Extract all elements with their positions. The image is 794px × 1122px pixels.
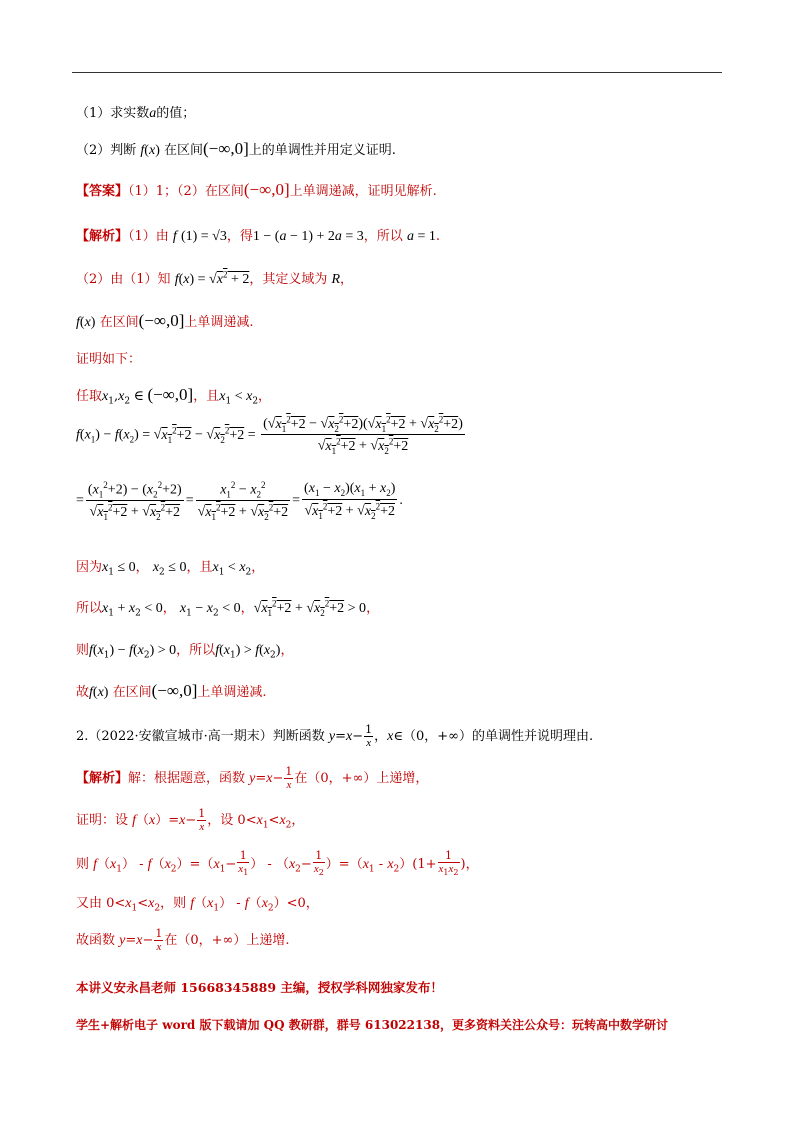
question2-proof4: 故函数 y=x− $\frac{1}{x}$ 在（0，+∞）上递增.	[76, 927, 290, 953]
question1-part2: （2）判断 f(x) 在区间(−∞,0]上的单调性并用定义证明.	[76, 139, 396, 158]
proof-so: 所以$x_1 + x_2 < 0$， $x_1 - x_2 < 0$，$√x_1^2+2 + √x_2^2+2 > 0$，	[76, 598, 380, 619]
header-rule	[72, 72, 722, 73]
proof-difference: $f(x_1) - f(x_2) = √x_1^2+2 - √x_2^2+2$ = $\frac{(√x_1^2+2 - √x_2^2+2)(√x_1^2+2 + √x_2^2+2)}{√x_1^2+2 + √x_2^2+2}$	[76, 414, 463, 456]
analysis-part3: f(x) 在区间(−∞,0]上单调递减.	[76, 311, 254, 330]
question2-analysis: 【解析】解：根据题意，函数 y=x− $\frac{1}{x}$ 在（0，+∞）上递增，	[76, 765, 429, 791]
proof-simplify: = $\frac{(x_1^2+2) - (x_2^2+2)}{√x_1^2+2 + √x_2^2+2}$ = $\frac{x_1^2 - x_2^2}{√x_1^2+2 + √x_2^2+2}$ = $\frac{(x_1 - x_2)(x_1 + x_2)}{√x_1^2+2 + √x_2^2+2}$ .	[76, 480, 403, 522]
proof-then: 则$f(x_1) - f(x_2) > 0$，所以$f(x_1) > f(x_2)$，	[76, 643, 294, 661]
proof-because: 因为$x_1 \le 0$， $x_2 \le 0$，且$x_1 < x_2$，	[76, 560, 265, 578]
question2-proof3: 又由 $0<x_1<x_2$，则 $f(x_1) - f(x_2)<0$，	[76, 896, 319, 914]
question2-proof2: 则 $f(x_1) - f(x_2)=(x_1-$ $\frac{1}{x_1}$ ） - （$x_2-$ $\frac{1}{x_2}$ ）$=(x_1 - x_2)(1+$ $\frac{1}{x_1x_2}$ )，	[76, 849, 479, 878]
proof-conclude: 故f(x) 在区间(−∞,0]上单调递减.	[76, 681, 267, 700]
question2: 2.（2022·安徽宣城市·高一期末）判断函数 y=x− $\frac{1}{x}$ ，x∈（0，+∞）的单调性并说明理由.	[76, 723, 594, 749]
analysis-tag: 【解析】	[76, 229, 129, 244]
analysis-part2: （2）由（1）知 $f(x) = √x^2 + 2$，其定义域为 R，	[76, 269, 354, 287]
question1-part1: （1）求实数a的值；	[76, 106, 196, 121]
footer-editor-note: 本讲义安永昌老师 15668345889 主编，授权学科网独家发布！	[76, 980, 443, 995]
proof-intro: 证明如下：	[76, 352, 142, 367]
answer-line: 【答案】（1）1；（2）在区间(−∞,0]上单调递减，证明见解析.	[76, 180, 437, 199]
proof-take: 任取$x_1,x_2$ ∈ (−∞,0]，且$x_1 < x_2$，	[76, 385, 272, 407]
answer-tag: 【答案】	[76, 184, 129, 199]
analysis-part1: 【解析】（1）由 f (1) = √3，得1 − (a − 1) + 2a = 3，所以 a = 1.	[76, 229, 440, 244]
footer-download-note: 学生+解析电子 word 版下载请加 QQ 教研群，群号 613022138，更多资料关注公众号：玩转高中数学研讨	[76, 1018, 669, 1032]
question2-proof1: 证明：设 f（x）=x− $\frac{1}{x}$ ，设 $0<x_1<x_2$，	[76, 807, 305, 833]
